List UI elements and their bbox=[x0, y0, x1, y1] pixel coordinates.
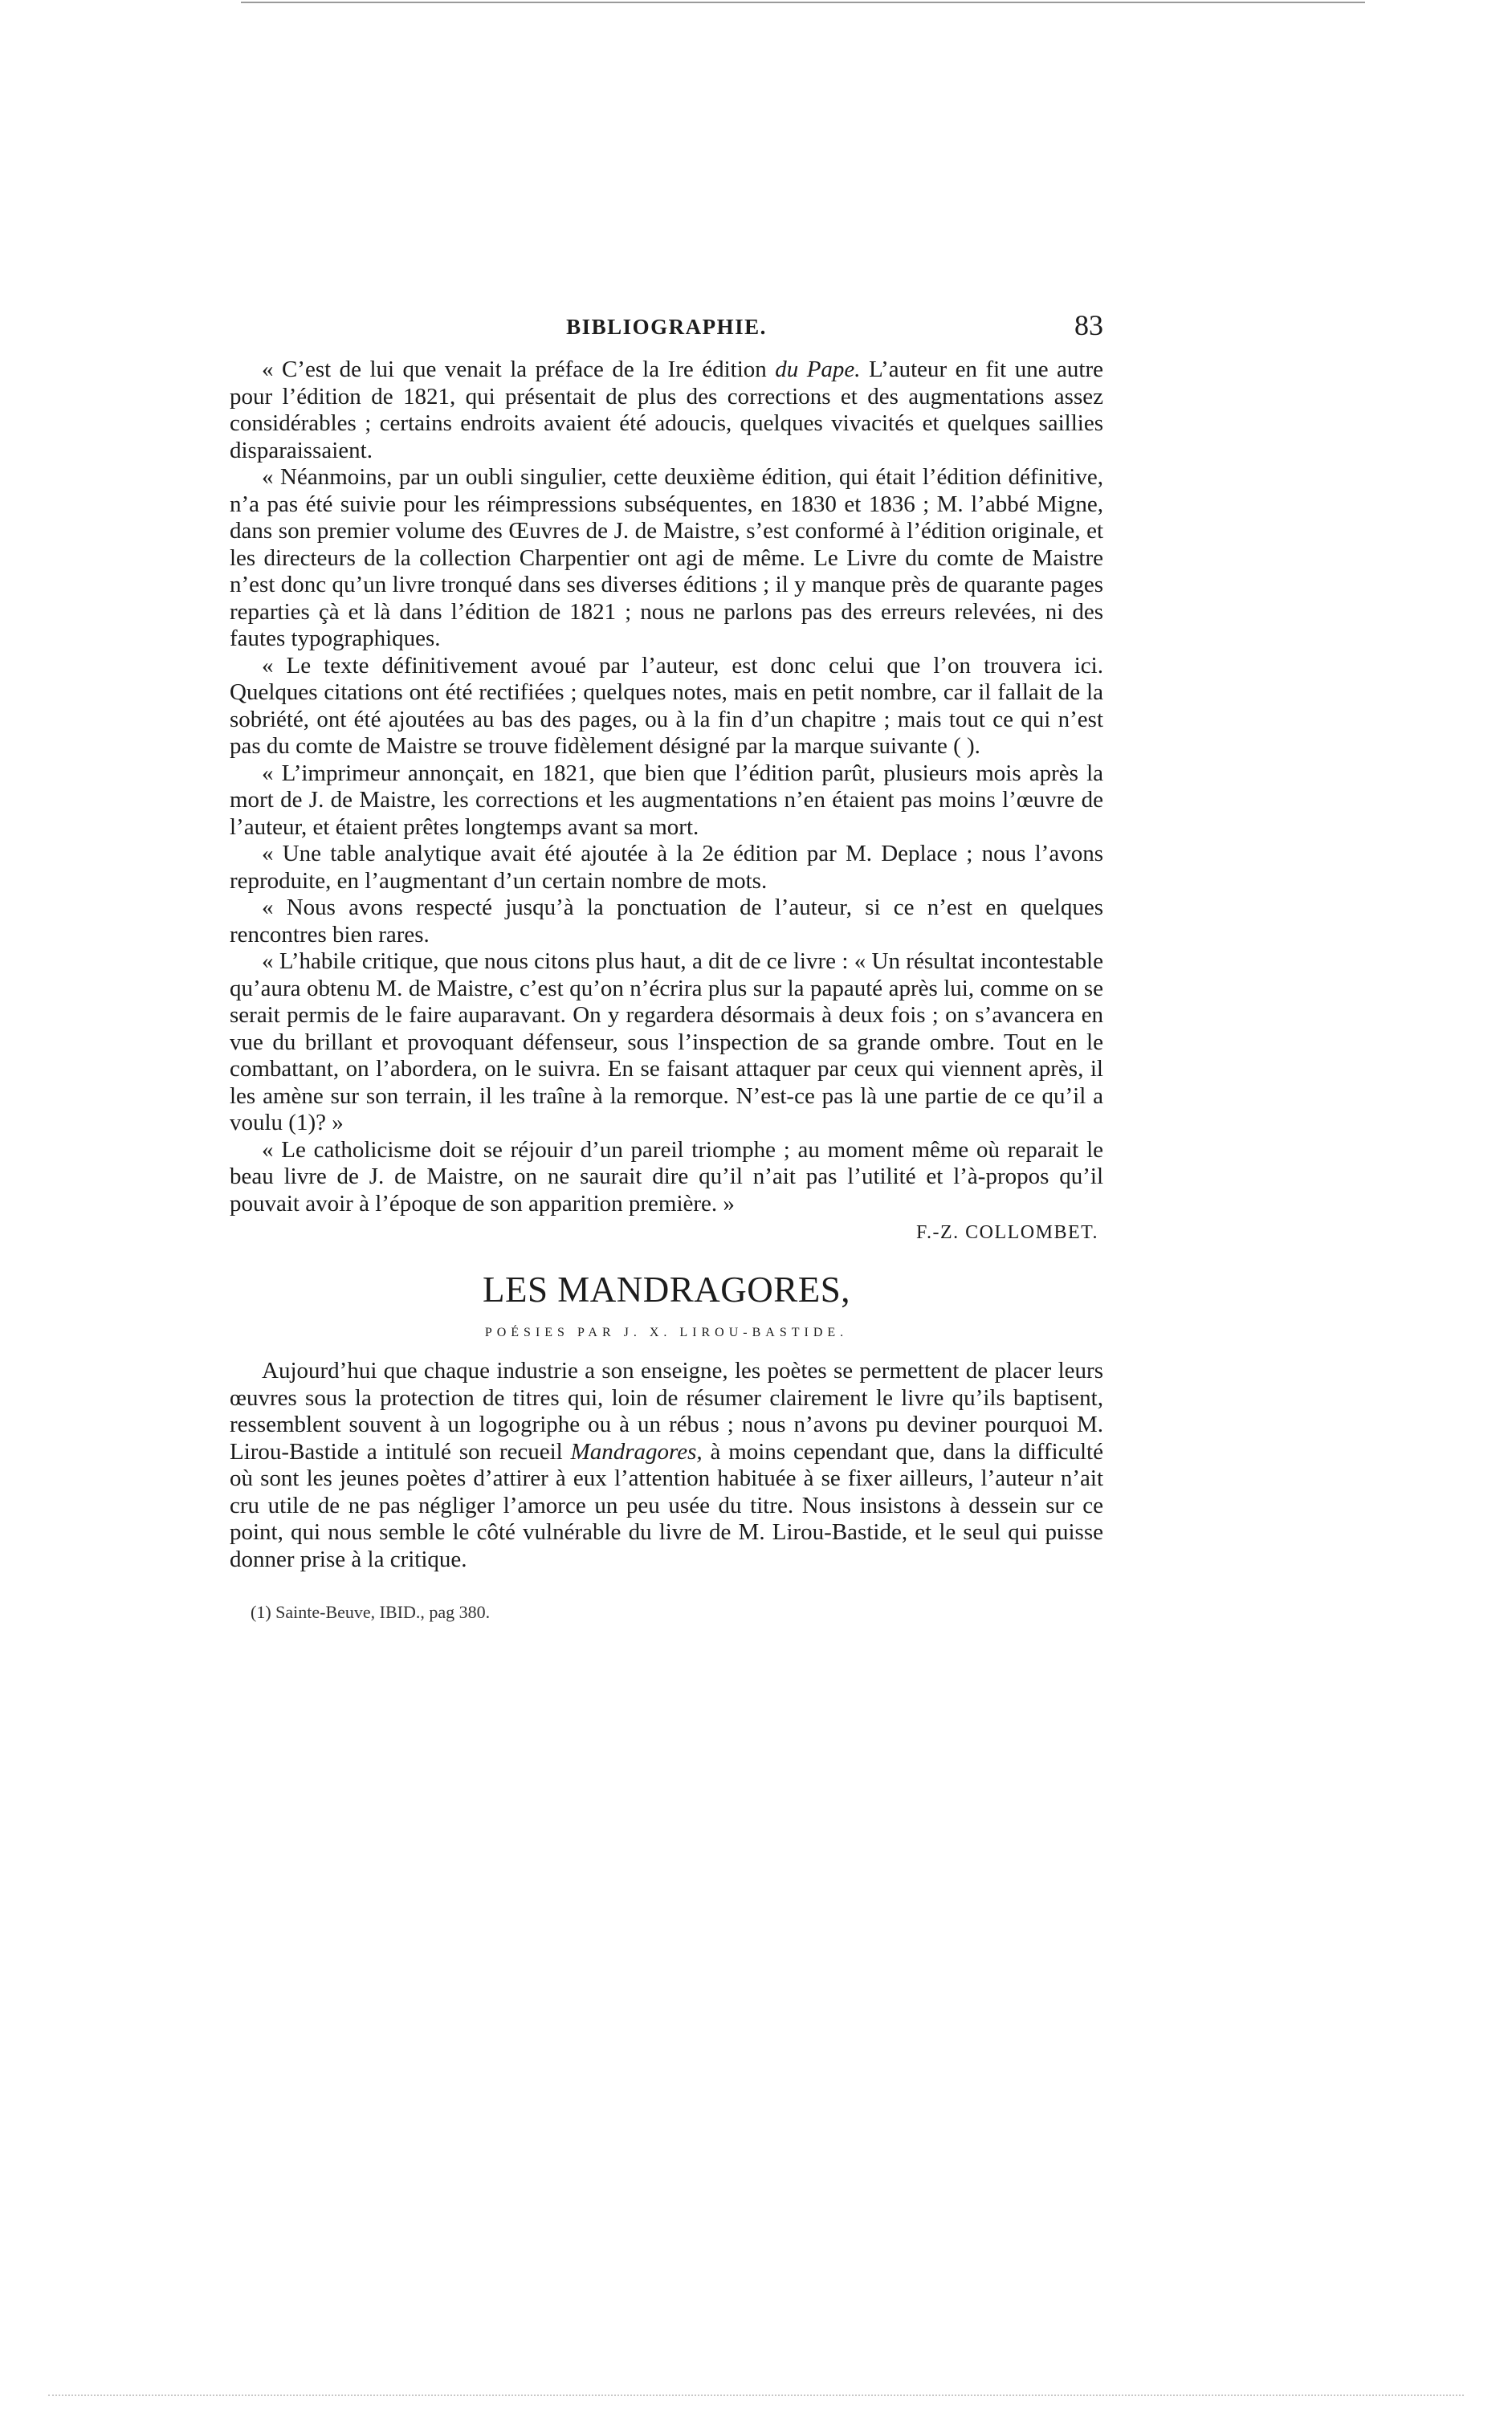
section-paragraph-start: Aujourd’hui que chaque industrie a son enseigne, les poètes se permettent de placer leurs œuvres sous la protection de titres qui, loin de résumer clairement le livre qu’ils baptisent, ressemblent souvent à un logogriphe ou à un rébus ; nous n’avons pu deviner pourquoi M. Lirou-Bastide a intitulé son recueil bbox=[230, 1358, 1103, 1465]
section-paragraph-italic: Mandragores, bbox=[570, 1438, 703, 1465]
paragraph-1-start: « C’est de lui que venait la préface de la Ire édition bbox=[262, 357, 776, 382]
footnote: (1) Sainte-Beuve, IBID., pag 380. bbox=[251, 1602, 491, 1622]
paragraph-3: « Le texte définitivement avoué par l’auteur, est donc celui que l’on trouvera ici. Quelques citations ont été rectifiées ; quelques notes, mais en petit nombre, car il fallait de la sobriété, ont été ajoutées au bas des pages, ou à la fin d’un chapitre ; mais tout ce qui n’est pas du comte de Maistre se trouve fidèlement désigné par la marque suivante ( ). bbox=[230, 652, 1103, 759]
section-title: LES MANDRAGORES, bbox=[482, 1270, 851, 1310]
paragraph-6: « Nous avons respecté jusqu’à la ponctuation de l’auteur, si ce n’est en quelques rencontres bien rares. bbox=[230, 895, 1103, 948]
bottom-scan-edge bbox=[48, 2395, 1464, 2398]
author-signature: F.-Z. COLLOMBET. bbox=[916, 1222, 1098, 1243]
running-title: BIBLIOGRAPHIE. bbox=[566, 315, 767, 339]
book-page bbox=[230, 309, 1103, 1623]
paragraph-1-italic: du Pape. bbox=[775, 357, 861, 382]
section-paragraph bbox=[230, 1358, 1103, 1573]
running-head bbox=[230, 309, 1103, 347]
paragraph-8: « Le catholicisme doit se réjouir d’un pareil triomphe ; au moment même où reparait le beau livre de J. de Maistre, on ne saurait dire qu’il n’ait pas l’utilité et l’à-propos qu’il pouvait avoir à l’époque de son apparition première. » bbox=[230, 1136, 1103, 1217]
top-border-rule bbox=[241, 2, 1365, 3]
paragraph-1-end: L’auteur en fit une autre pour l’édition de 1821, qui présentait de plus des corrections et des augmentations assez considérables ; certains endroits avaient été adoucis, quelques vivacités et quelques saillies disparaissaient. bbox=[230, 357, 1103, 463]
paragraph-7: « L’habile critique, que nous citons plus haut, a dit de ce livre : « Un résultat incontestable qu’aura obtenu M. de Maistre, c’est qu’on n’écrira plus sur la papauté après lui, comme on se serait permis de le faire auparavant. On y regardera désormais à deux fois ; on s’avancera en vue du brillant et provoquant défenseur, sous l’inspection de sa grande ombre. Tout en le combattant, on l’abordera, on le suivra. En se faisant attaquer par ceux qui viennent après, il les amène sur son terrain, il les traîne à la remorque. N’est-ce pas là une partie de ce qu’il a voulu (1)? » bbox=[230, 948, 1103, 1135]
paragraph-5: « Une table analytique avait été ajoutée à la 2e édition par M. Deplace ; nous l’avons reproduite, en l’augmentant d’un certain nombre de mots. bbox=[230, 841, 1103, 894]
section-subtitle: POÉSIES PAR J. X. LIROU-BASTIDE. bbox=[484, 1326, 849, 1339]
section-paragraph-end: à moins cependant que, dans la difficulté où sont les jeunes poètes d’attirer à eux l’attention habituée à se fixer ailleurs, l’auteur n’ait cru utile de ne pas négliger l’amorce un peu usée du titre. Nous insistons à dessein sur ce point, qui nous semble le côté vulnérable du livre de M. Lirou-Bastide, et le seul qui puisse donner prise à la critique. bbox=[230, 1438, 1103, 1572]
paragraph-2: « Néanmoins, par un oubli singulier, cette deuxième édition, qui était l’édition définitive, n’a pas été suivie pour les réimpressions subséquentes, en 1830 et 1836 ; M. l’abbé Migne, dans son premier volume des Œuvres de J. de Maistre, s’est conformé à l’édition originale, et les directeurs de la collection Charpentier ont agi de même. Le Livre du comte de Maistre n’est donc qu’un livre tronqué dans ses diverses éditions ; il y manque près de quarante pages reparties çà et là dans l’édition de 1821 ; nous ne parlons pas des erreurs relevées, ni des fautes typographiques. bbox=[230, 464, 1103, 651]
paragraph-4: « L’imprimeur annonçait, en 1821, que bien que l’édition parût, plusieurs mois après la mort de J. de Maistre, les corrections et les augmentations n’en étaient pas moins l’œuvre de l’auteur, et étaient prêtes longtemps avant sa mort. bbox=[230, 760, 1103, 840]
paragraph-1 bbox=[230, 357, 1103, 464]
page-number: 83 bbox=[1074, 309, 1103, 341]
